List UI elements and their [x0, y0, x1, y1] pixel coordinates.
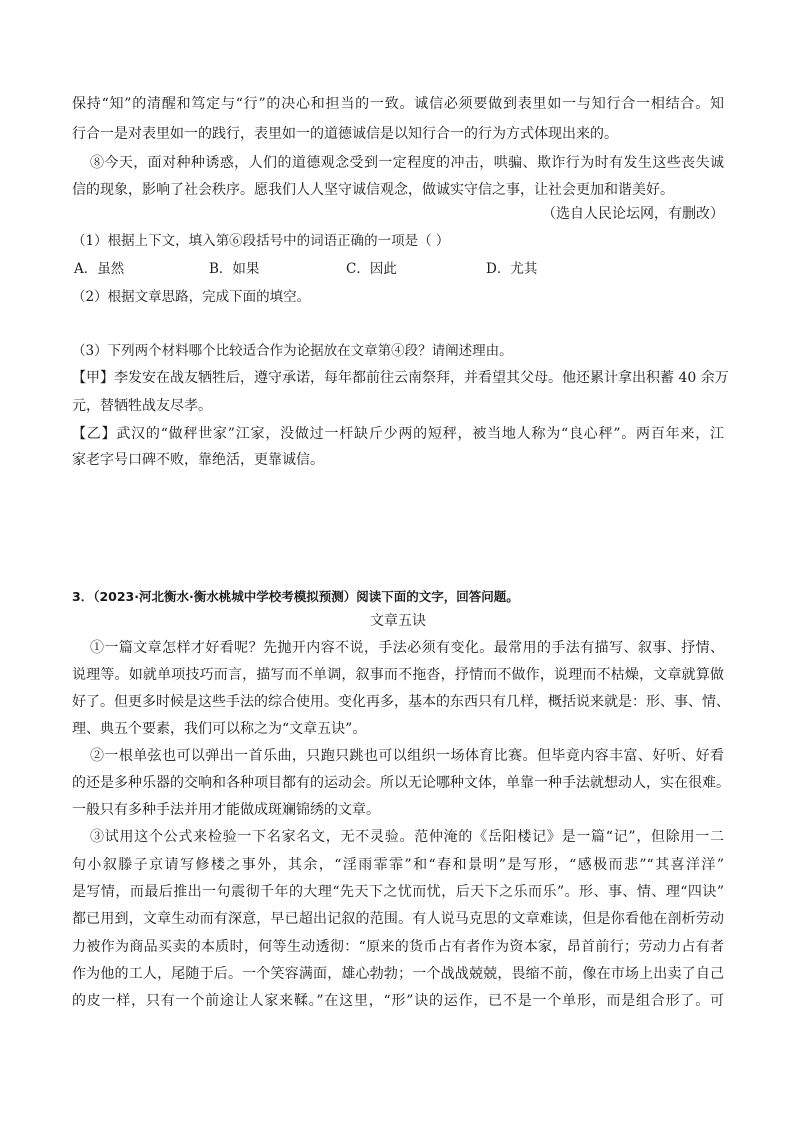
article-line: ③试用这个公式来检验一下名家名文，无不灵验。范仲淹的《岳阳楼记》是一篇“记”，但除用一二 [90, 829, 724, 845]
article-line: 都已用到，文章生动而有深意，早已超出记叙的范围。有人说马克思的文章难读，但是你看他在剖析劳动 [72, 911, 724, 927]
article-line: 的皮一样，只有一个前途让人家来鞣。”在这里，“形”诀的运作，已不是一个单形，而是组合形了。可 [72, 993, 724, 1009]
question-3: （3）下列两个材料哪个比较适合作为论据放在文章第④段？请阐述理由。 [72, 343, 513, 359]
article-line: ②一根单弦也可以弹出一首乐曲，只跑只跳也可以组织一场体育比赛。但毕竟内容丰富、好听、好看 [90, 748, 724, 764]
option-c: C．因此 [346, 261, 397, 277]
question-3-header: 3．（2023·河北衡水·衡水桃城中学校考模拟预测）阅读下面的文字，回答问题。 [72, 589, 519, 604]
option-d: D．尤其 [486, 261, 538, 277]
option-a: A．虽然 [74, 261, 125, 277]
article-line: 的还是多种乐器的交响和各种项目都有的运动会。所以无论哪种文体，单靠一种手法就想动人，实在很难。 [72, 775, 730, 791]
article-line: 理、典五个要素，我们可以称之为“文章五诀”。 [72, 721, 367, 737]
article-title: 文章五诀 [370, 613, 426, 629]
option-b: B．如果 [209, 261, 260, 277]
article-line: 作为他的工人，尾随于后。一个笑容满面，雄心勃勃；一个战战兢兢，畏缩不前，像在市场上出卖了自己 [72, 966, 724, 982]
article-line: 说理等。如就单项技巧而言，描写而不单调，叙事而不拖沓，抒情而不做作，说理而不枯燥，文章就算做 [72, 667, 724, 683]
source-citation: （选自人民论坛网，有删改） [542, 206, 724, 222]
material-jia: 【甲】李发安在战友牺牲后，遵守承诺，每年都前往云南祭拜，并看望其父母。他还累计拿出积蓄 40 余万 [72, 370, 729, 386]
article-line: ①一篇文章怎样才好看呢？先抛开内容不说，手法必须有变化。最常用的手法有描写、叙事、抒情、 [90, 640, 724, 656]
material-yi-cont: 家老字号口碑不败，靠绝活，更靠诚信。 [72, 452, 324, 468]
material-jia-cont: 元，替牺牲战友尽孝。 [72, 398, 212, 414]
article-line: 好了。但更多时候是这些手法的综合使用。变化再多，基本的东西只有几样，概括说来就是：形、事、情、 [72, 694, 730, 710]
article-line: 是写情，而最后推出一句震彻千年的大理“先天下之忧而忧，后天下之乐而乐”。形、事、情、理“四诀” [72, 884, 724, 900]
passage-line: 行合一是对表里如一的践行，表里如一的道德诚信是以知行合一的行为方式体现出来的。 [72, 126, 618, 142]
article-line: 句小叙滕子京请写修楼之事外，其余，“淫雨霏霏”和“春和景明”是写形，“感极而悲”“其喜洋洋” [72, 857, 724, 873]
material-yi: 【乙】武汉的“做秤世家”江家，没做过一杆缺斤少两的短秤，被当地人称为“良心秤”。两百年来，江 [72, 426, 724, 442]
passage-line: ⑧今天，面对种种诱惑，人们的道德观念受到一定程度的冲击，哄骗、欺诈行为时有发生这些丧失诚 [90, 155, 724, 171]
article-line: 力被作为商品买卖的本质时，何等生动透彻：“原来的货币占有者作为资本家，昂首前行；劳动力占有者 [72, 939, 724, 955]
question-2: （2）根据文章思路，完成下面的填空。 [72, 289, 311, 305]
passage-line: 保持“知”的清醒和笃定与“行”的决心和担当的一致。诚信必须要做到表里如一与知行合一相结合。知 [72, 96, 724, 112]
passage-line: 信的现象，影响了社会秩序。愿我们人人坚守诚信观念，做诚实守信之事，让社会更加和谐美好。 [72, 182, 674, 198]
article-line: 一般只有多种手法并用才能做成斑斓锦绣的文章。 [72, 802, 380, 818]
question-1: （1）根据上下文，填入第⑥段括号中的词语正确的一项是（ ） [72, 233, 450, 249]
